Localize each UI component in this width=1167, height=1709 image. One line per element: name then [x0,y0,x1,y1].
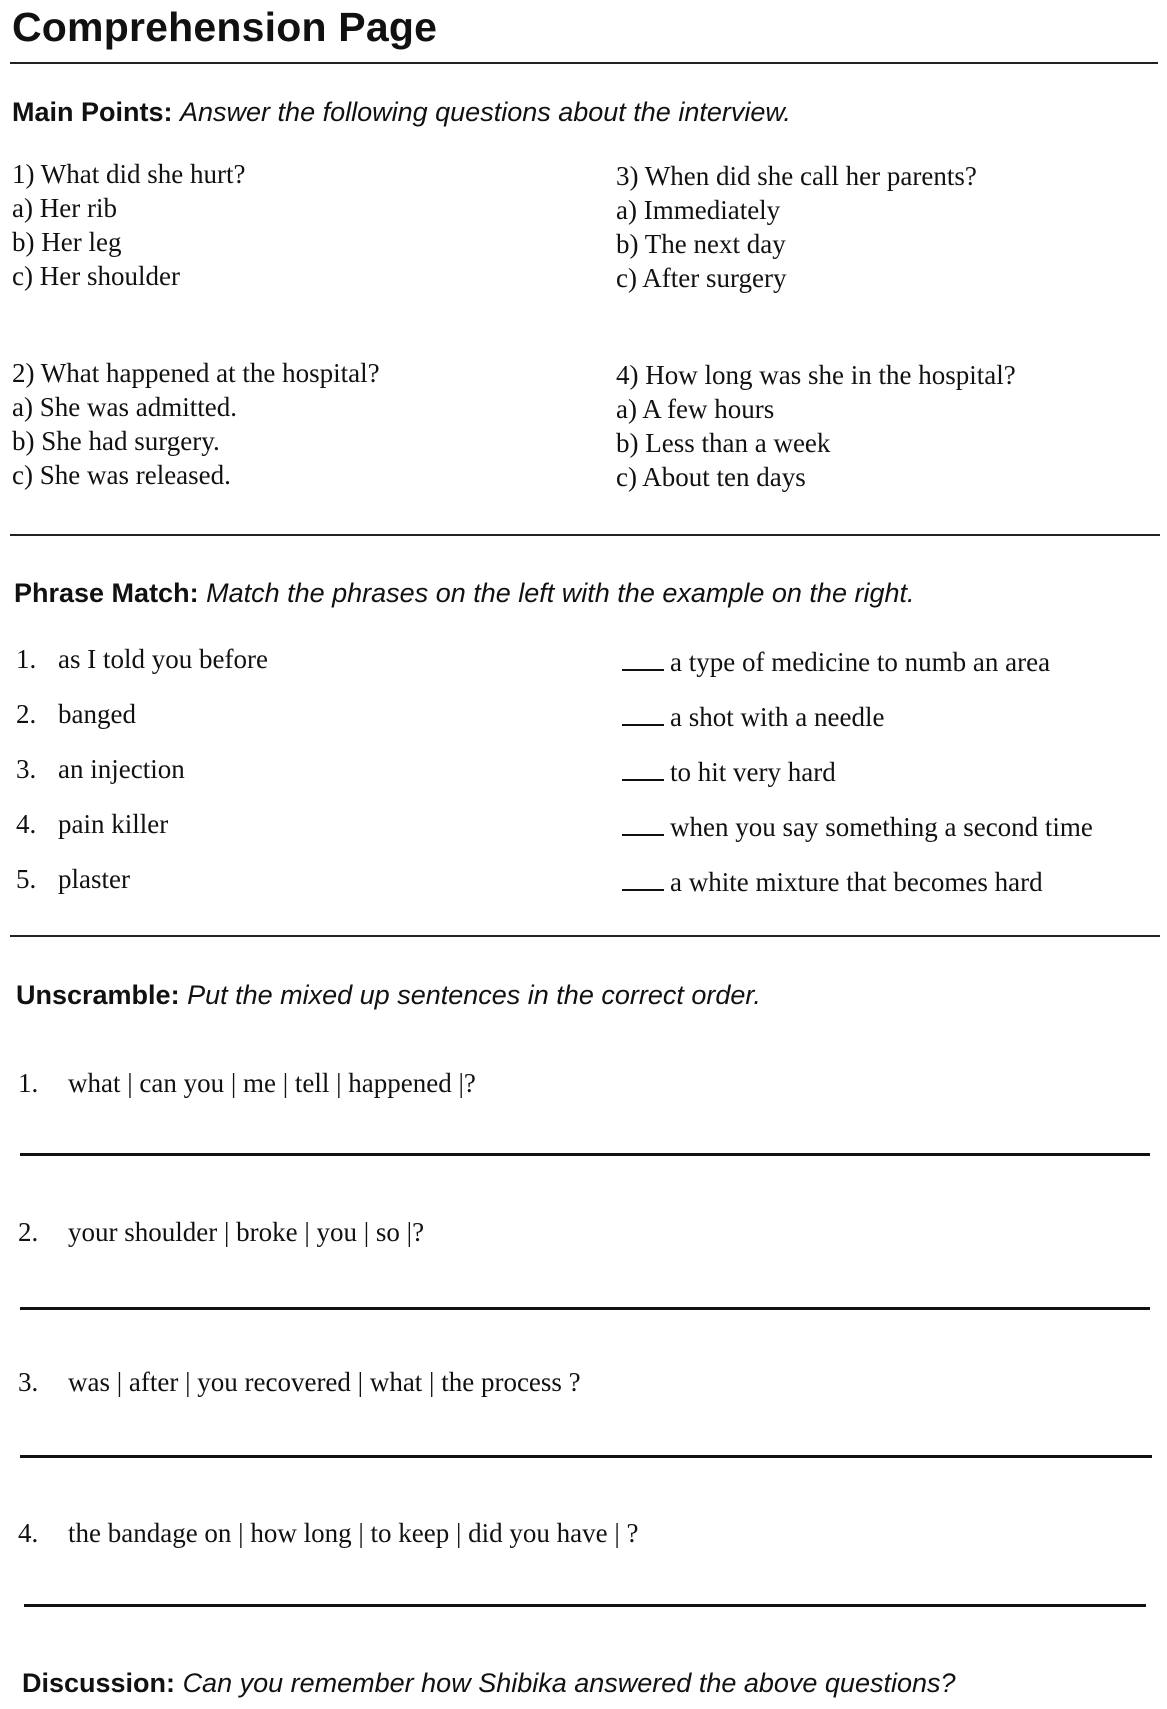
discussion-instruction: Can you remember how Shibika answered the above questions? [182,1668,956,1698]
title-divider [10,62,1158,64]
answer-option: b) She had surgery. [12,426,220,456]
question-text: 1) What did she hurt? [12,159,246,189]
answer-option: a) Immediately [616,195,781,225]
match-blank[interactable] [622,869,664,891]
unscramble-item [18,1516,638,1550]
discussion-label: Discussion: [22,1668,176,1698]
scrambled-sentence: was | after | you recovered | what | the process ? [68,1367,581,1397]
scrambled-sentence: your shoulder | broke | you | so |? [68,1217,425,1247]
match-blank[interactable] [622,704,664,726]
question-3 [616,159,977,295]
answer-option: a) She was admitted. [12,392,237,422]
item-number: 3. [18,1367,39,1397]
question-4 [616,358,1016,494]
unscramble-label: Unscramble: [16,980,180,1010]
example-text: to hit very hard [670,757,836,787]
phrase-number: 1. [16,644,37,674]
item-number: 2. [18,1217,39,1247]
question-text: 3) When did she call her parents? [616,161,977,191]
answer-option: a) A few hours [616,394,775,424]
match-blank[interactable] [622,649,664,671]
example-item [622,810,1093,844]
phrase-text: plaster [58,864,130,894]
phrase-item [16,752,185,786]
example-text: a white mixture that becomes hard [670,867,1043,897]
answer-option: c) About ten days [616,462,806,492]
answer-line[interactable] [24,1604,1146,1607]
example-item [622,755,836,789]
answer-line[interactable] [20,1307,1150,1310]
unscramble-item [18,1215,424,1249]
scrambled-sentence: what | can you | me | tell | happened |? [68,1068,476,1098]
answer-option: c) Her shoulder [12,261,180,291]
match-blank[interactable] [622,814,664,836]
item-number: 1. [18,1068,39,1098]
phrase-number: 5. [16,864,37,894]
answer-line[interactable] [20,1153,1150,1156]
question-text: 2) What happened at the hospital? [12,358,380,388]
answer-option: b) The next day [616,229,786,259]
example-item [622,645,1050,679]
phrase-text: as I told you before [58,644,268,674]
phrase-item [16,862,130,896]
example-item [622,865,1043,899]
phrase-match-heading [14,578,915,609]
question-1 [12,157,245,293]
unscramble-item [18,1066,476,1100]
section-divider [10,935,1160,937]
answer-option: c) After surgery [616,263,787,293]
phrase-match-label: Phrase Match: [14,578,199,608]
match-blank[interactable] [622,759,664,781]
item-number: 4. [18,1518,39,1548]
phrase-item [16,807,168,841]
phrase-text: banged [58,699,136,729]
question-2 [12,356,380,492]
page-title: Comprehension Page [12,4,438,50]
unscramble-item [18,1365,581,1399]
phrase-number: 4. [16,809,37,839]
answer-option: a) Her rib [12,193,117,223]
phrase-number: 2. [16,699,37,729]
example-text: when you say something a second time [670,812,1093,842]
example-text: a shot with a needle [670,702,885,732]
question-text: 4) How long was she in the hospital? [616,360,1016,390]
main-points-heading [12,97,791,128]
answer-option: b) Less than a week [616,428,831,458]
phrase-item [16,697,136,731]
phrase-match-instruction: Match the phrases on the left with the example on the right. [206,578,915,608]
answer-option: c) She was released. [12,460,231,490]
main-points-instruction: Answer the following questions about the interview. [180,97,791,127]
phrase-number: 3. [16,754,37,784]
discussion-heading [22,1668,956,1699]
phrase-item [16,642,268,676]
phrase-text: an injection [58,754,185,784]
main-points-label: Main Points: [12,97,173,127]
unscramble-heading [16,980,761,1011]
answer-option: b) Her leg [12,227,122,257]
example-item [622,700,884,734]
unscramble-instruction: Put the mixed up sentences in the correct order. [187,980,761,1010]
phrase-text: pain killer [58,809,169,839]
answer-line[interactable] [20,1455,1152,1458]
scrambled-sentence: the bandage on | how long | to keep | did you have | ? [68,1518,639,1548]
example-text: a type of medicine to numb an area [670,647,1051,677]
section-divider [10,534,1160,536]
